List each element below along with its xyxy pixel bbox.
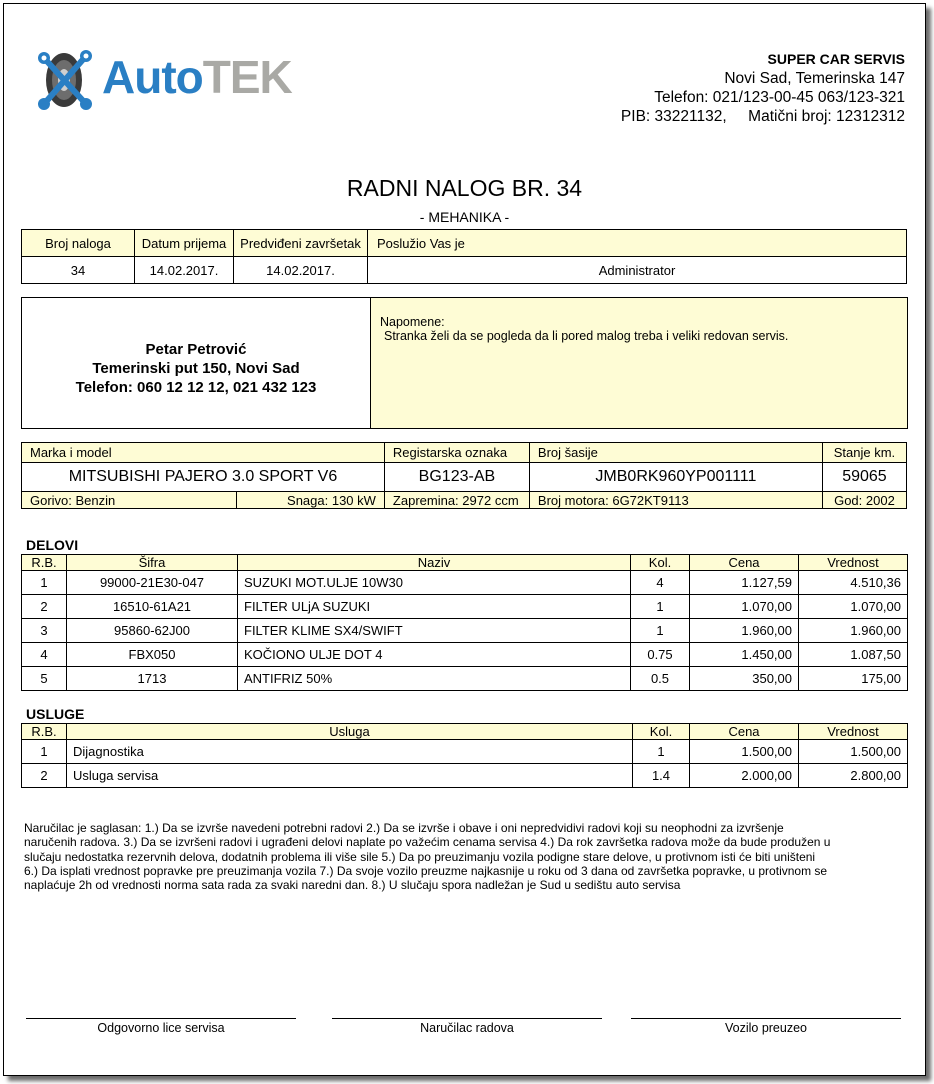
part-value: 175,00	[799, 667, 908, 691]
part-qty: 0.75	[631, 643, 690, 667]
vehicle-header-model: Marka i model	[22, 443, 385, 463]
order-info-table	[21, 229, 907, 284]
part-rb: 2	[22, 595, 67, 619]
work-order-page	[3, 3, 926, 1076]
service-value: 1.500,00	[799, 740, 908, 764]
services-table	[21, 723, 908, 788]
part-rb: 3	[22, 619, 67, 643]
signature-pickup: Vozilo preuzeo	[631, 1018, 901, 1035]
parts-header-rb: R.B.	[22, 555, 67, 571]
part-value: 4.510,36	[799, 571, 908, 595]
part-qty: 1	[631, 595, 690, 619]
vehicle-km: 59065	[822, 463, 906, 492]
part-rb: 1	[22, 571, 67, 595]
part-qty: 1	[631, 619, 690, 643]
notes-box	[370, 297, 908, 429]
customer-address: Temerinski put 150, Novi Sad	[92, 360, 300, 377]
services-header-price: Cena	[690, 724, 799, 740]
vehicle-header-chassis: Broj šasije	[529, 443, 822, 463]
vehicle-fuel: Gorivo: Benzin	[22, 492, 237, 509]
part-code: 16510-61A21	[67, 595, 238, 619]
order-header-due: Predviđeni završetak	[234, 230, 368, 257]
signature-service: Odgovorno lice servisa	[26, 1018, 296, 1035]
service-qty: 1.4	[633, 764, 690, 788]
part-name: FILTER ULjA SUZUKI	[238, 595, 631, 619]
services-section-title: USLUGE	[26, 706, 85, 722]
table-row	[22, 619, 908, 643]
part-name: SUZUKI MOT.ULJE 10W30	[238, 571, 631, 595]
part-code: 95860-62J00	[67, 619, 238, 643]
part-qty: 4	[631, 571, 690, 595]
terms-line: naplaćuje 2h od vrednosti norma sata rada za svaki naredni dan. 8.) U slučaju spora nadležan je Sud u sedištu auto servisa	[24, 878, 681, 893]
table-row	[22, 595, 908, 619]
order-received-date: 14.02.2017.	[135, 257, 234, 284]
service-value: 2.800,00	[799, 764, 908, 788]
part-code: 99000-21E30-047	[67, 571, 238, 595]
part-code: 1713	[67, 667, 238, 691]
part-name: FILTER KLIME SX4/SWIFT	[238, 619, 631, 643]
service-price: 2.000,00	[690, 764, 799, 788]
services-header-rb: R.B.	[22, 724, 67, 740]
services-header-value: Vrednost	[799, 724, 908, 740]
table-row	[22, 740, 908, 764]
company-phone: Telefon: 021/123-00-45 063/123-321	[654, 89, 905, 106]
part-price: 350,00	[690, 667, 799, 691]
order-header-served-by: Poslužio Vas je	[368, 230, 907, 257]
parts-header-value: Vrednost	[799, 555, 908, 571]
vehicle-chassis: JMB0RK960YP001111	[529, 463, 822, 492]
order-served-by: Administrator	[368, 257, 907, 284]
service-name: Usluga servisa	[67, 764, 633, 788]
order-header-number: Broj naloga	[22, 230, 135, 257]
service-qty: 1	[633, 740, 690, 764]
order-header-received: Datum prijema	[135, 230, 234, 257]
part-price: 1.960,00	[690, 619, 799, 643]
signature-client: Naručilac radova	[332, 1018, 602, 1035]
part-price: 1.070,00	[690, 595, 799, 619]
document-subtitle: - MEHANIKA -	[419, 209, 510, 225]
company-address: Novi Sad, Temerinska 147	[724, 70, 905, 87]
vehicle-volume: Zapremina: 2972 ccm	[384, 492, 529, 509]
vehicle-header-plate: Registarska oznaka	[384, 443, 529, 463]
terms-line: Naručilac je saglasan: 1.) Da se izvrše navedeni potrebni radovi 2.) Da se izvrše i obave i oni nepredvidivi radovi koji su neophodni za izvršenje	[24, 821, 784, 835]
notes-text: Stranka želi da se pogleda da li pored malog treba i veliki redovan servis.	[384, 329, 789, 343]
part-value: 1.087,50	[799, 643, 908, 667]
document-title: RADNI NALOG BR. 34	[346, 175, 583, 201]
vehicle-table	[21, 442, 907, 509]
services-header-qty: Kol.	[633, 724, 690, 740]
company-name: SUPER CAR SERVIS	[767, 51, 905, 67]
parts-header-qty: Kol.	[631, 555, 690, 571]
part-value: 1.070,00	[799, 595, 908, 619]
parts-header-name: Naziv	[238, 555, 631, 571]
part-qty: 0.5	[631, 667, 690, 691]
customer-phone: Telefon: 060 12 12 12, 021 432 123	[75, 379, 317, 396]
parts-table	[21, 554, 908, 691]
part-value: 1.960,00	[799, 619, 908, 643]
service-name: Dijagnostika	[67, 740, 633, 764]
part-code: FBX050	[67, 643, 238, 667]
company-ids: PIB: 33221132, Matični broj: 12312312	[620, 108, 905, 125]
company-info	[621, 50, 905, 126]
logo-wordmark: AutoTEK	[102, 51, 292, 103]
table-row	[22, 643, 908, 667]
vehicle-year: God: 2002	[822, 492, 906, 509]
part-name: ANTIFRIZ 50%	[238, 667, 631, 691]
table-row	[22, 571, 908, 595]
customer-name: Petar Petrović	[145, 341, 247, 358]
vehicle-plate: BG123-AB	[384, 463, 529, 492]
service-price: 1.500,00	[690, 740, 799, 764]
company-logo	[34, 48, 292, 112]
part-price: 1.450,00	[690, 643, 799, 667]
terms-line: naručenih radova. 3.) Da se izvršeni radovi i ugrađeni delovi naplate po važećim cenama servisa 4.) Da rok završetka radova može da bude produžen u	[24, 835, 831, 850]
customer-box	[21, 297, 371, 429]
terms-text	[24, 821, 914, 892]
services-header-name: Usluga	[67, 724, 633, 740]
terms-line: 6.) Da isplati vrednost popravke pre preuzimanja vozila 7.) Da svoje vozilo preuzme najkasnije u roku od 3 dana od završetka popravke, u protivnom se	[24, 863, 828, 878]
table-row	[22, 667, 908, 691]
service-rb: 1	[22, 740, 67, 764]
part-rb: 4	[22, 643, 67, 667]
part-rb: 5	[22, 667, 67, 691]
terms-line: slučaju nedostatka rezervnih delova, dodatnih problema ili više sile 5.) Da po preuzimanju vozila podigne stare delove, u protivnom isti će biti uništeni	[24, 849, 816, 864]
part-name: KOČIONO ULJE DOT 4	[238, 643, 631, 667]
parts-section-title: DELOVI	[26, 537, 79, 553]
order-due-date: 14.02.2017.	[234, 257, 368, 284]
notes-label: Napomene:	[380, 315, 445, 329]
parts-header-price: Cena	[690, 555, 799, 571]
parts-header-code: Šifra	[67, 555, 238, 571]
vehicle-model: MITSUBISHI PAJERO 3.0 SPORT V6	[22, 463, 385, 492]
table-row	[22, 764, 908, 788]
tire-wrench-icon	[34, 48, 98, 112]
vehicle-engine: Broj motora: 6G72KT9113	[529, 492, 822, 509]
vehicle-header-km: Stanje km.	[822, 443, 906, 463]
order-number: 34	[22, 257, 135, 284]
part-price: 1.127,59	[690, 571, 799, 595]
vehicle-power: Snaga: 130 kW	[237, 492, 385, 509]
service-rb: 2	[22, 764, 67, 788]
